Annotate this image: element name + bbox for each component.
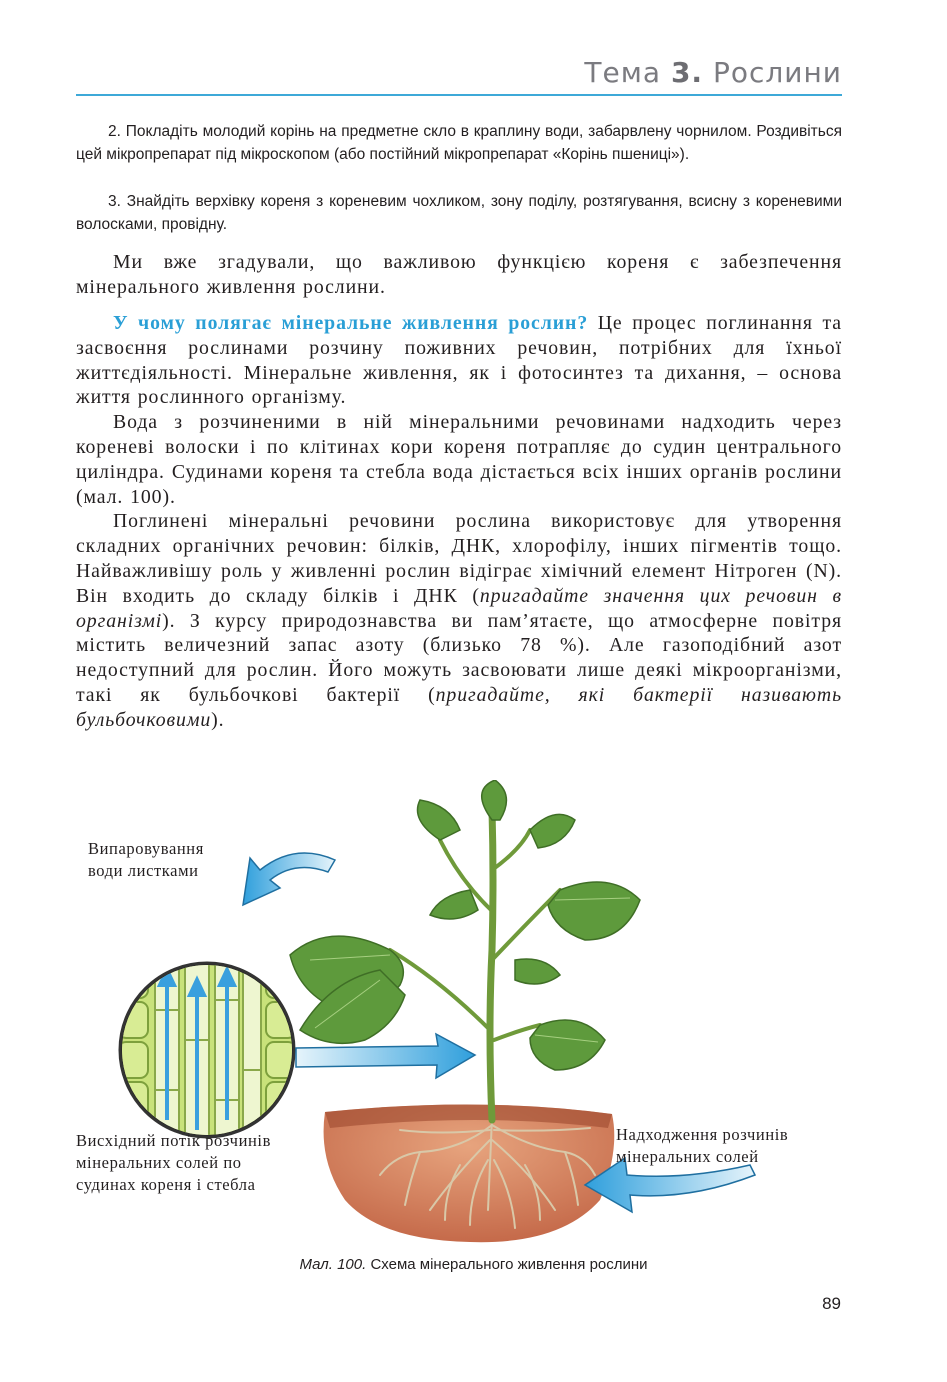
label-inflow: Надходження розчинів мінеральних солей — [616, 1125, 789, 1166]
main-text — [76, 311, 842, 733]
paragraph-2 — [76, 311, 842, 410]
evaporation-arrow — [243, 853, 335, 905]
plant-branches — [390, 830, 560, 1040]
italic-note: пригадайте значення цих речовин в організмі — [76, 584, 842, 632]
header-divider — [76, 94, 842, 96]
task-item: 3. Знайдіть верхівку кореня з кореневим чохликом, зону поділу, розтягування, всисну з кореневими волосками, провідну. — [76, 193, 842, 233]
paragraph-4: Поглинені мінеральні речовини рослина використовує для утворення складних органічних речовин: білків, ДНК, хлорофілу, інших пігментів тощо. Найважливішу роль у живленні рослин відіграє хімічний елемент Нітроген (N). Він входить до складу білків і ДНК (пригадайте значення цих речовин в організмі). З курсу природознавства ви пам’ятаєте, що атмосферне повітря містить величезний запас азоту (близько 78 %). Але газоподібний азот недоступний для рослин. Його можуть засвоювати лише деякі мікроорганізми, такі як бульбочкові бактерії (пригадайте, які бактерії називають бульбочковими). — [76, 510, 842, 731]
plant-leaves — [290, 780, 640, 1070]
caption-text: Схема мінерального живлення рослини — [366, 1256, 648, 1273]
figure-caption — [0, 1256, 947, 1273]
task-item: 2. Покладіть молодий корінь на предметне скло в краплину води, забарвлену чорнилом. Роздивіться цей мікропрепарат під мікроскопом (або постійний мікропрепарат «Корінь пшениці»). — [76, 123, 842, 163]
plant-stem — [490, 810, 493, 1120]
topic-prefix: Тема — [584, 56, 662, 89]
paragraph-2-text: Це процес поглинання та засвоєння рослинами розчину поживних речовин, потрібних для їхньої життєдіяльності. Мінеральне живлення, як і фотосинтез та дихання, – основа життя рослинного організму. — [76, 312, 842, 409]
italic-note: пригадайте, які бактерії називають бульбочковими — [76, 683, 842, 731]
soil — [324, 1104, 615, 1242]
vessel-magnifier — [110, 950, 310, 1150]
paragraph-intro — [76, 250, 842, 300]
topic-header — [584, 56, 842, 89]
page-number: 89 — [822, 1294, 841, 1313]
label-upward-flow: Висхідний потік розчинів мінеральних солей по судинах кореня і стебла — [76, 1131, 272, 1194]
label-evaporation: Випаровування води листками — [88, 839, 204, 880]
paragraph-3: Вода з розчиненими в ній мінеральними речовинами надходить через кореневі волоски і по клітинах кори кореня потрапляє до судин центрального циліндра. Судинами кореня та стебла вода дістається всіх інших органів рослини (мал. 100). — [76, 411, 842, 508]
topic-name: Рослини — [712, 56, 842, 89]
question-heading: У чому полягає мінеральне живлення рослин? — [113, 312, 589, 334]
paragraph-1: Ми вже згадували, що важливою функцією кореня є забезпечення мінерального живлення рослини. — [76, 251, 842, 298]
caption-number: Мал. 100. — [299, 1256, 367, 1273]
topic-number: 3. — [670, 56, 704, 89]
